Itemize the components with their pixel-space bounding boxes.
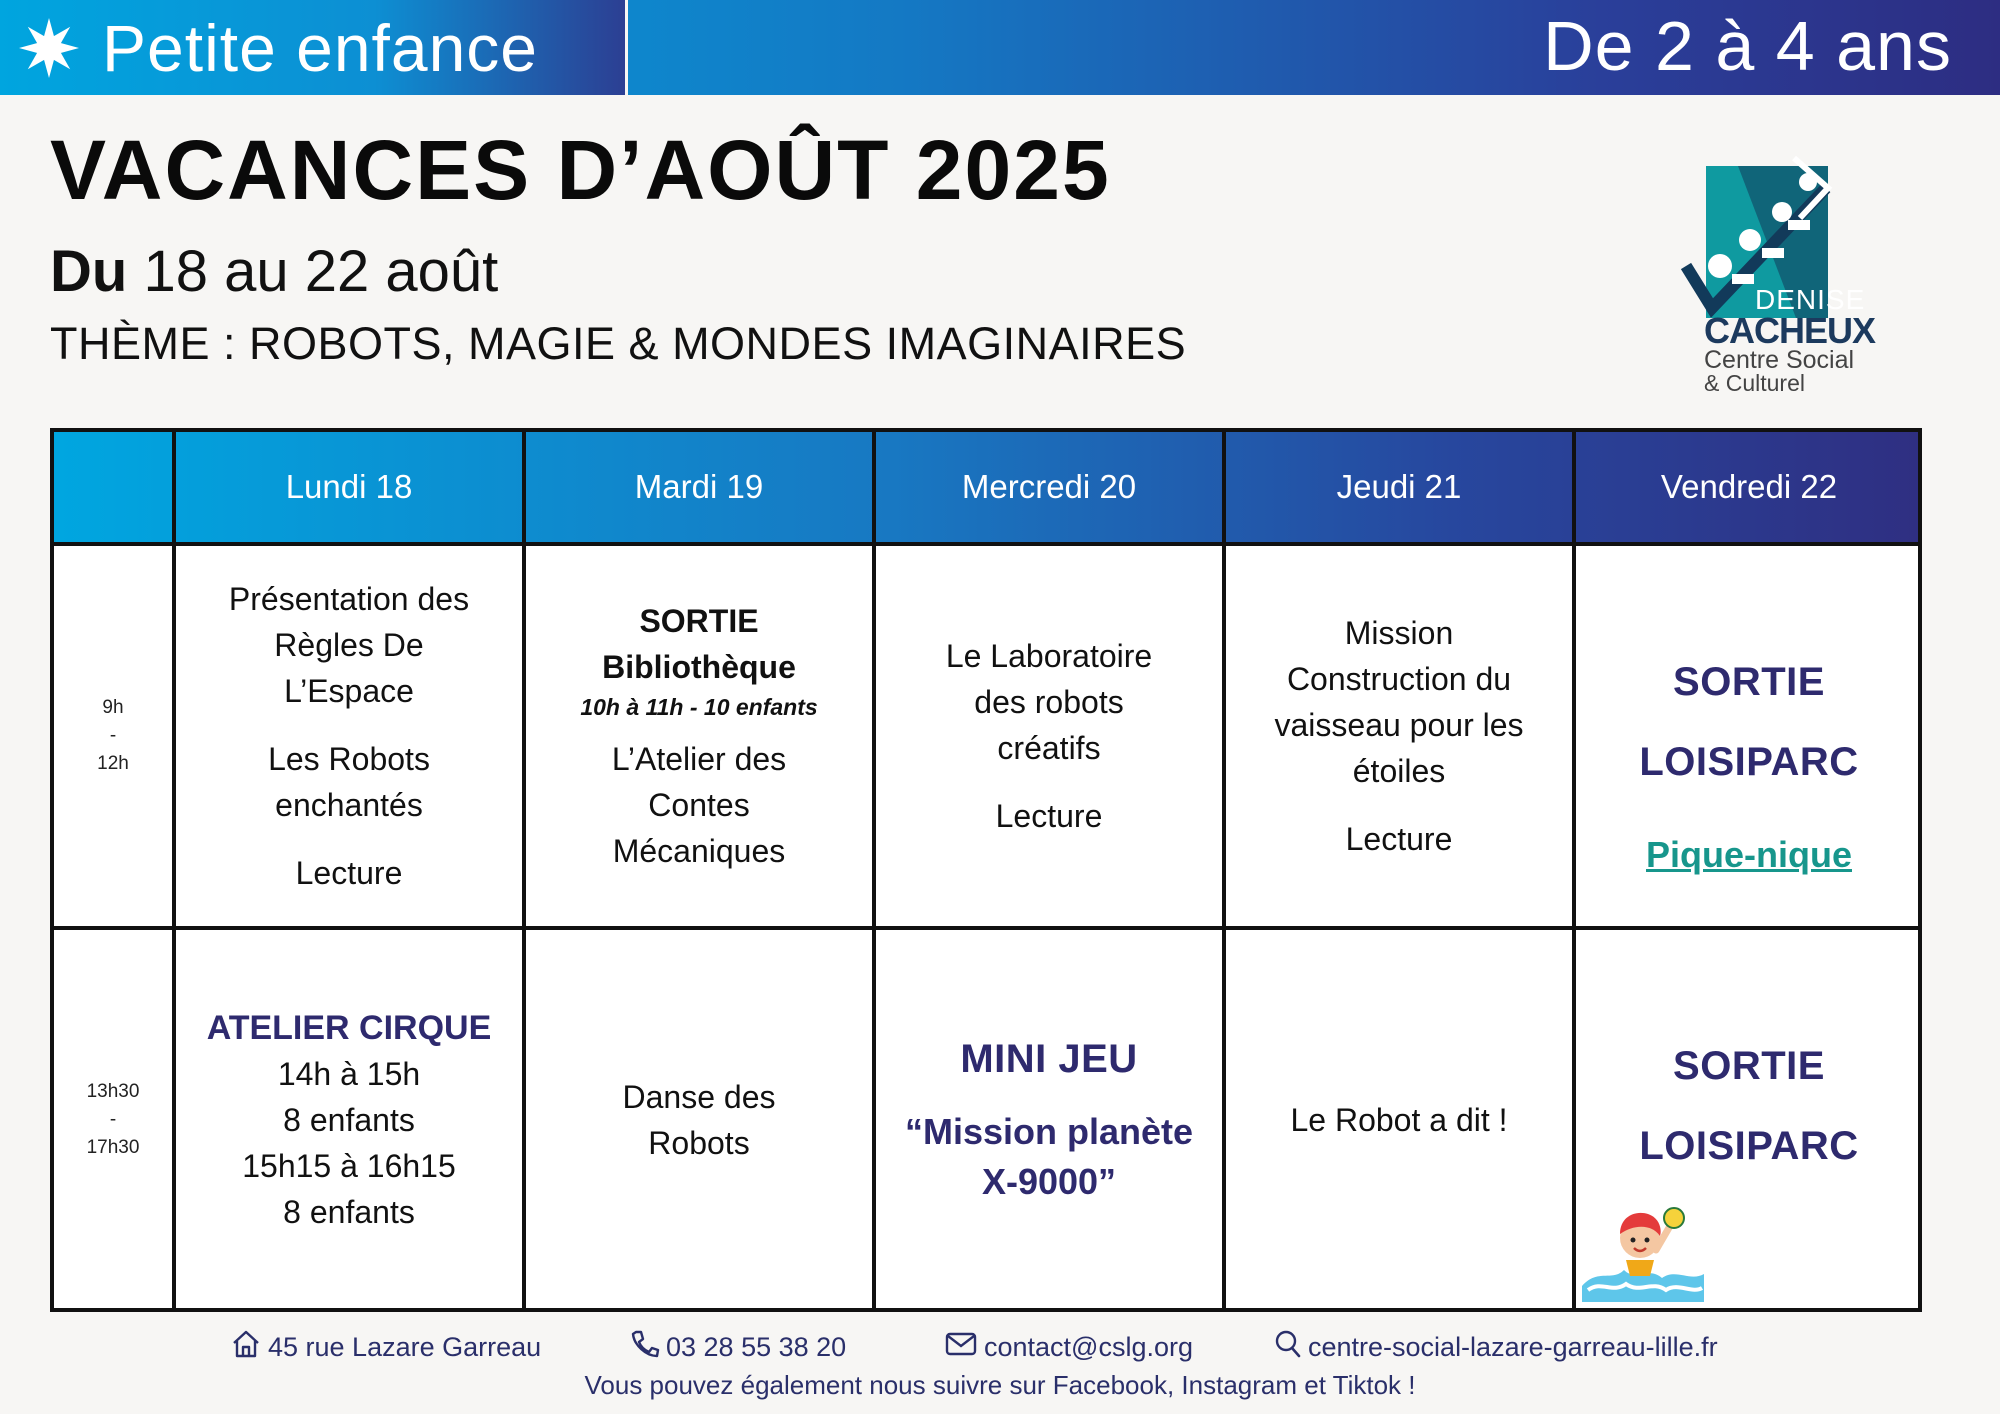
activity-line: SORTIE	[639, 603, 759, 639]
activity-line: 8 enfants	[283, 1102, 415, 1138]
activity-line: enchantés	[275, 787, 423, 823]
time-end: 17h30	[86, 1137, 140, 1158]
website-text[interactable]: centre-social-lazare-garreau-lille.fr	[1308, 1332, 1718, 1362]
home-icon	[230, 1328, 268, 1367]
date-rest: 18 au 22 août	[127, 239, 499, 304]
activity-line: SORTIE	[1673, 660, 1825, 704]
day-header-tuesday: Mardi 19	[634, 468, 764, 505]
social-note: Vous pouvez également nous suivre sur Facebook, Instagram et Tiktok !	[584, 1370, 1416, 1400]
activity-line: Contes	[648, 787, 750, 823]
cell-tuesday-afternoon	[526, 930, 872, 1310]
logo-culturel: & Culturel	[1704, 370, 1805, 396]
cell-monday-afternoon	[176, 930, 522, 1310]
activity-line: 14h à 15h	[277, 1056, 421, 1092]
banner-left-block	[0, 0, 628, 95]
footer-website	[1274, 1328, 1718, 1367]
activity-line: SORTIE	[1673, 1044, 1825, 1088]
footer-phone	[628, 1328, 846, 1367]
time-cell-afternoon	[54, 930, 172, 1310]
date-prefix: Du	[50, 239, 128, 304]
activity-line: étoiles	[1352, 753, 1446, 789]
phone-text: 03 28 55 38 20	[666, 1332, 847, 1362]
activity-line: vaisseau pour les	[1274, 707, 1524, 743]
footer-contacts	[0, 1328, 2000, 1368]
logo-denise: DENISE	[1755, 284, 1866, 315]
top-banner	[0, 0, 2000, 95]
activity-line: des robots	[974, 684, 1124, 720]
activity-line: “Mission planète	[904, 1111, 1194, 1152]
day-header-friday: Vendredi 22	[1660, 468, 1838, 505]
schedule-table	[50, 428, 1922, 1312]
activity-line: L’Atelier des	[611, 741, 787, 777]
activity-line: Mission	[1344, 615, 1454, 651]
activity-line: Règles De	[274, 627, 424, 663]
activity-line: Bibliothèque	[602, 649, 796, 685]
logo-cacheux: CACHEUX	[1704, 310, 1876, 351]
date-range	[50, 238, 498, 305]
activity-line: Lecture	[295, 855, 403, 891]
footer-email	[944, 1328, 1193, 1367]
time-separator: -	[109, 725, 117, 746]
banner-age-range: De 2 à 4 ans	[1543, 7, 1952, 85]
activity-line: Robots	[648, 1125, 750, 1161]
time-separator: -	[109, 1109, 117, 1130]
activity-line: Construction du	[1286, 661, 1512, 697]
cell-thursday-morning	[1226, 546, 1572, 926]
cell-wednesday-afternoon	[876, 930, 1222, 1310]
cell-wednesday-morning	[876, 546, 1222, 926]
footer-address	[230, 1328, 541, 1367]
activity-line: 8 enfants	[283, 1194, 415, 1230]
activity-line: L’Espace	[284, 673, 414, 709]
picnic-link: Pique-nique	[1646, 834, 1852, 875]
address-text: 45 rue Lazare Garreau	[268, 1332, 542, 1362]
activity-line: Présentation des	[228, 581, 470, 617]
activity-line: Danse des	[622, 1079, 776, 1115]
time-start: 9h	[102, 697, 124, 718]
activity-line: Le Robot a dit !	[1290, 1102, 1508, 1138]
activity-line: Lecture	[995, 798, 1103, 834]
cell-friday-morning	[1576, 546, 1922, 926]
activity-line: ATELIER CIRQUE	[206, 1009, 492, 1047]
activity-note: 10h à 11h - 10 enfants	[580, 694, 818, 720]
time-end: 12h	[97, 753, 129, 774]
activity-line: Mécaniques	[612, 833, 786, 869]
banner-title: Petite enfance	[102, 10, 538, 85]
logo-centre-social: Centre Social	[1704, 346, 1855, 374]
cell-monday-morning	[176, 546, 522, 926]
activity-line: 15h15 à 16h15	[242, 1148, 456, 1184]
email-text[interactable]: contact@cslg.org	[984, 1332, 1193, 1362]
mail-icon	[944, 1328, 984, 1367]
activity-line: Le Laboratoire	[945, 638, 1153, 674]
star-burst-icon	[18, 17, 80, 79]
activity-line: Les Robots	[268, 741, 430, 777]
activity-line: LOISIPARC	[1639, 740, 1859, 784]
cell-thursday-afternoon	[1226, 930, 1572, 1310]
activity-line: MINI JEU	[960, 1037, 1138, 1081]
activity-line: créatifs	[997, 730, 1101, 766]
day-header-thursday: Jeudi 21	[1336, 468, 1462, 505]
day-header-wednesday: Mercredi 20	[961, 468, 1137, 505]
search-icon	[1274, 1328, 1308, 1367]
time-cell-morning	[54, 546, 172, 926]
activity-line: Lecture	[1345, 821, 1453, 857]
theme-line: THÈME : ROBOTS, MAGIE & MONDES IMAGINAIRES	[50, 318, 1187, 369]
activity-line: X-9000”	[981, 1161, 1117, 1202]
time-start: 13h30	[86, 1081, 140, 1102]
day-header-monday: Lundi 18	[285, 468, 413, 505]
activity-line: LOISIPARC	[1639, 1124, 1859, 1168]
cell-tuesday-morning	[526, 546, 872, 926]
swimmer-child-illustration	[1578, 1190, 1708, 1308]
phone-icon	[628, 1328, 666, 1367]
page-title: VACANCES D’AOÛT 2025	[50, 123, 1111, 217]
